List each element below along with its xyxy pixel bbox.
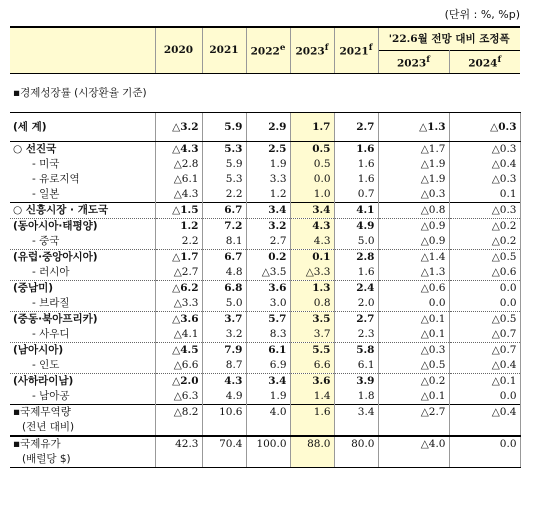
row-label: (남아시아) (10, 343, 155, 359)
cell-value: △0.3 (378, 187, 449, 203)
cell-value: △3.5 (246, 265, 290, 281)
cell-value: 3.4 (246, 374, 290, 390)
cell-value: 2.7 (334, 312, 378, 328)
cell-value: 1.9 (246, 389, 290, 405)
cell-value: 0.2 (246, 250, 290, 266)
row-sublabel: (전년 대비) (10, 420, 155, 436)
row-2 (10, 172, 520, 187)
row-label: - 남아공 (10, 389, 155, 405)
cell-value: 5.3 (202, 172, 246, 187)
cell-value: △0.9 (378, 219, 449, 235)
cell-value: 5.0 (334, 234, 378, 250)
cell-value: 2.4 (334, 281, 378, 297)
header-year-2020: 2020 (155, 27, 202, 74)
cell-value: 4.1 (334, 203, 378, 219)
cell-value: △0.6 (378, 281, 449, 297)
row-15 (10, 374, 520, 390)
cell-value: △2.8 (155, 157, 202, 172)
cell-value: 70.4 (202, 436, 246, 452)
cell-value: △0.6 (449, 265, 520, 281)
cell-value: 7.9 (202, 343, 246, 359)
cell-value: 0.7 (334, 187, 378, 203)
cell-value: 1.7 (290, 113, 334, 142)
row-oil (10, 436, 520, 452)
cell-value: △1.7 (378, 142, 449, 158)
row-label: ▪국제무역량 (10, 405, 155, 421)
row-label: (사하라이남) (10, 374, 155, 390)
cell-value: △1.7 (155, 250, 202, 266)
row-5 (10, 219, 520, 235)
cell-value: △6.3 (155, 389, 202, 405)
cell-value: △3.6 (155, 312, 202, 328)
cell-value: 5.9 (202, 157, 246, 172)
cell-value: 4.3 (202, 374, 246, 390)
row-11 (10, 312, 520, 328)
cell-value: △6.1 (155, 172, 202, 187)
cell-value: 80.0 (334, 436, 378, 452)
row-13 (10, 343, 520, 359)
cell-value: △0.2 (378, 374, 449, 390)
cell-value: 0.0 (449, 296, 520, 312)
cell-value: 1.3 (290, 281, 334, 297)
header-year-2021: 2021 (202, 27, 246, 74)
row-world (10, 113, 520, 142)
row-label: - 중국 (10, 234, 155, 250)
cell-value: △2.7 (155, 265, 202, 281)
row-3 (10, 187, 520, 203)
cell-value: △4.3 (155, 187, 202, 203)
cell-value: 1.8 (334, 389, 378, 405)
cell-value: △2.0 (155, 374, 202, 390)
cell-value: 2.2 (155, 234, 202, 250)
cell-value: 1.6 (334, 265, 378, 281)
row-label: - 일본 (10, 187, 155, 203)
cell-value: △1.4 (378, 250, 449, 266)
row-label: ○ 선진국 (10, 142, 155, 158)
cell-value: 3.4 (246, 203, 290, 219)
cell-value: 8.1 (202, 234, 246, 250)
cell-value: 3.5 (290, 312, 334, 328)
cell-value: △0.3 (378, 343, 449, 359)
cell-value: △4.5 (155, 343, 202, 359)
header-blank (10, 27, 155, 74)
cell-value: △1.9 (378, 157, 449, 172)
cell-value: 3.3 (246, 172, 290, 187)
cell-value: △0.1 (449, 374, 520, 390)
cell-value: 6.9 (246, 358, 290, 374)
cell-value: 1.6 (290, 405, 334, 421)
cell-value: △1.3 (378, 113, 449, 142)
cell-value: △8.2 (155, 405, 202, 421)
cell-value: 3.7 (202, 312, 246, 328)
cell-value: 0.0 (449, 436, 520, 452)
cell-value: 6.7 (202, 250, 246, 266)
header-year-2022e: 2022e (246, 27, 290, 74)
cell-value: 3.7 (290, 327, 334, 343)
cell-value: 1.6 (334, 157, 378, 172)
row-7 (10, 250, 520, 266)
section-growth: ▪경제성장률 (시장환율 기준) (10, 74, 520, 113)
cell-value: 1.6 (334, 142, 378, 158)
row-label: - 미국 (10, 157, 155, 172)
cell-value: 7.2 (202, 219, 246, 235)
cell-value: 10.6 (202, 405, 246, 421)
cell-value: 3.0 (246, 296, 290, 312)
cell-value: 4.0 (246, 405, 290, 421)
cell-value: △1.5 (155, 203, 202, 219)
row-label: ○ 신흥시장 · 개도국 (10, 203, 155, 219)
cell-value: 5.3 (202, 142, 246, 158)
header-year-2024f: 2021$^f$ (334, 27, 378, 74)
cell-value: 5.9 (202, 113, 246, 142)
cell-value: 5.5 (290, 343, 334, 359)
cell-value: 6.8 (202, 281, 246, 297)
cell-value: △3.2 (155, 113, 202, 142)
row-oil-sub (10, 452, 520, 468)
cell-value: 2.8 (334, 250, 378, 266)
row-label: (세 계) (10, 113, 155, 142)
cell-value: △2.7 (378, 405, 449, 421)
row-trade-sub (10, 420, 520, 436)
cell-value: 3.2 (202, 327, 246, 343)
cell-value: 5.8 (334, 343, 378, 359)
cell-value: 0.0 (449, 281, 520, 297)
cell-value: △6.6 (155, 358, 202, 374)
cell-value: △0.3 (449, 113, 520, 142)
cell-value: 3.4 (334, 405, 378, 421)
row-label: - 인도 (10, 358, 155, 374)
cell-value: 2.2 (202, 187, 246, 203)
cell-value: △0.9 (378, 234, 449, 250)
cell-value: 1.2 (246, 187, 290, 203)
cell-value: 0.0 (290, 172, 334, 187)
cell-value: △1.3 (378, 265, 449, 281)
cell-value: 0.5 (290, 157, 334, 172)
row-14 (10, 358, 520, 374)
cell-value: △0.8 (378, 203, 449, 219)
cell-value: △0.7 (449, 327, 520, 343)
cell-value: 5.0 (202, 296, 246, 312)
cell-value: △0.4 (449, 405, 520, 421)
row-9 (10, 281, 520, 297)
cell-value: 6.1 (246, 343, 290, 359)
cell-value: 4.3 (290, 219, 334, 235)
row-label: - 사우디 (10, 327, 155, 343)
row-6 (10, 234, 520, 250)
row-sublabel: (배럴당 $) (10, 452, 155, 468)
cell-value: 3.6 (246, 281, 290, 297)
cell-value: △1.9 (378, 172, 449, 187)
cell-value: 2.7 (334, 113, 378, 142)
cell-value: 4.9 (202, 389, 246, 405)
cell-value: 8.7 (202, 358, 246, 374)
cell-value: 88.0 (290, 436, 334, 452)
cell-value: △0.2 (449, 234, 520, 250)
row-label: - 유로지역 (10, 172, 155, 187)
cell-value: △4.3 (155, 142, 202, 158)
header-adjust-2024f: 2024$^f$ (449, 51, 520, 74)
cell-value: △3.3 (290, 265, 334, 281)
header-year-2023f: 2023$^f$ (290, 27, 334, 74)
cell-value: △0.4 (449, 358, 520, 374)
cell-value: 0.1 (449, 187, 520, 203)
cell-value: 3.6 (290, 374, 334, 390)
cell-value: 2.5 (246, 142, 290, 158)
cell-value: 2.9 (246, 113, 290, 142)
row-4 (10, 203, 520, 219)
cell-value: 42.3 (155, 436, 202, 452)
cell-value: 6.7 (202, 203, 246, 219)
cell-value: △0.3 (449, 172, 520, 187)
row-label: ▪국제유가 (10, 436, 155, 452)
cell-value: △0.5 (378, 358, 449, 374)
cell-value: △0.1 (378, 389, 449, 405)
cell-value: △0.7 (449, 343, 520, 359)
cell-value: △4.1 (155, 327, 202, 343)
cell-value: 0.8 (290, 296, 334, 312)
row-label: - 러시아 (10, 265, 155, 281)
row-1 (10, 157, 520, 172)
row-trade (10, 405, 520, 421)
unit-note: (단위 : %, %p) (444, 8, 520, 21)
row-label: (중동·북아프리카) (10, 312, 155, 328)
cell-value: △0.3 (449, 142, 520, 158)
cell-value: △0.1 (378, 312, 449, 328)
cell-value: 1.2 (155, 219, 202, 235)
cell-value: △6.2 (155, 281, 202, 297)
cell-value: 1.6 (334, 172, 378, 187)
cell-value: 4.8 (202, 265, 246, 281)
cell-value: 6.6 (290, 358, 334, 374)
row-0 (10, 142, 520, 158)
cell-value: 100.0 (246, 436, 290, 452)
cell-value: 0.1 (290, 250, 334, 266)
cell-value: 0.0 (449, 389, 520, 405)
header-adjust-2023f: 2023$^f$ (378, 51, 449, 74)
row-label: (유럽·중앙아시아) (10, 250, 155, 266)
cell-value: △3.3 (155, 296, 202, 312)
cell-value: 5.7 (246, 312, 290, 328)
cell-value: 2.3 (334, 327, 378, 343)
header-adjust-title: '22.6월 전망 대비 조정폭 (378, 27, 520, 51)
cell-value: △0.5 (449, 250, 520, 266)
cell-value: △0.3 (449, 203, 520, 219)
row-8 (10, 265, 520, 281)
row-label: (동아시아·태평양) (10, 219, 155, 235)
row-12 (10, 327, 520, 343)
cell-value: △0.2 (449, 219, 520, 235)
cell-value: △4.0 (378, 436, 449, 452)
cell-value: 3.9 (334, 374, 378, 390)
cell-value: △0.5 (449, 312, 520, 328)
row-16 (10, 389, 520, 405)
cell-value: 2.0 (334, 296, 378, 312)
row-label: - 브라질 (10, 296, 155, 312)
row-label: (중남미) (10, 281, 155, 297)
row-10 (10, 296, 520, 312)
cell-value: 1.9 (246, 157, 290, 172)
cell-value: △0.4 (449, 157, 520, 172)
cell-value: 6.1 (334, 358, 378, 374)
cell-value: 3.4 (290, 203, 334, 219)
cell-value: 1.4 (290, 389, 334, 405)
cell-value: 3.2 (246, 219, 290, 235)
cell-value: 2.7 (246, 234, 290, 250)
cell-value: 4.9 (334, 219, 378, 235)
cell-value: 8.3 (246, 327, 290, 343)
cell-value: 0.0 (378, 296, 449, 312)
cell-value: △0.1 (378, 327, 449, 343)
cell-value: 4.3 (290, 234, 334, 250)
forecast-table (10, 26, 521, 468)
cell-value: 1.0 (290, 187, 334, 203)
cell-value: 0.5 (290, 142, 334, 158)
